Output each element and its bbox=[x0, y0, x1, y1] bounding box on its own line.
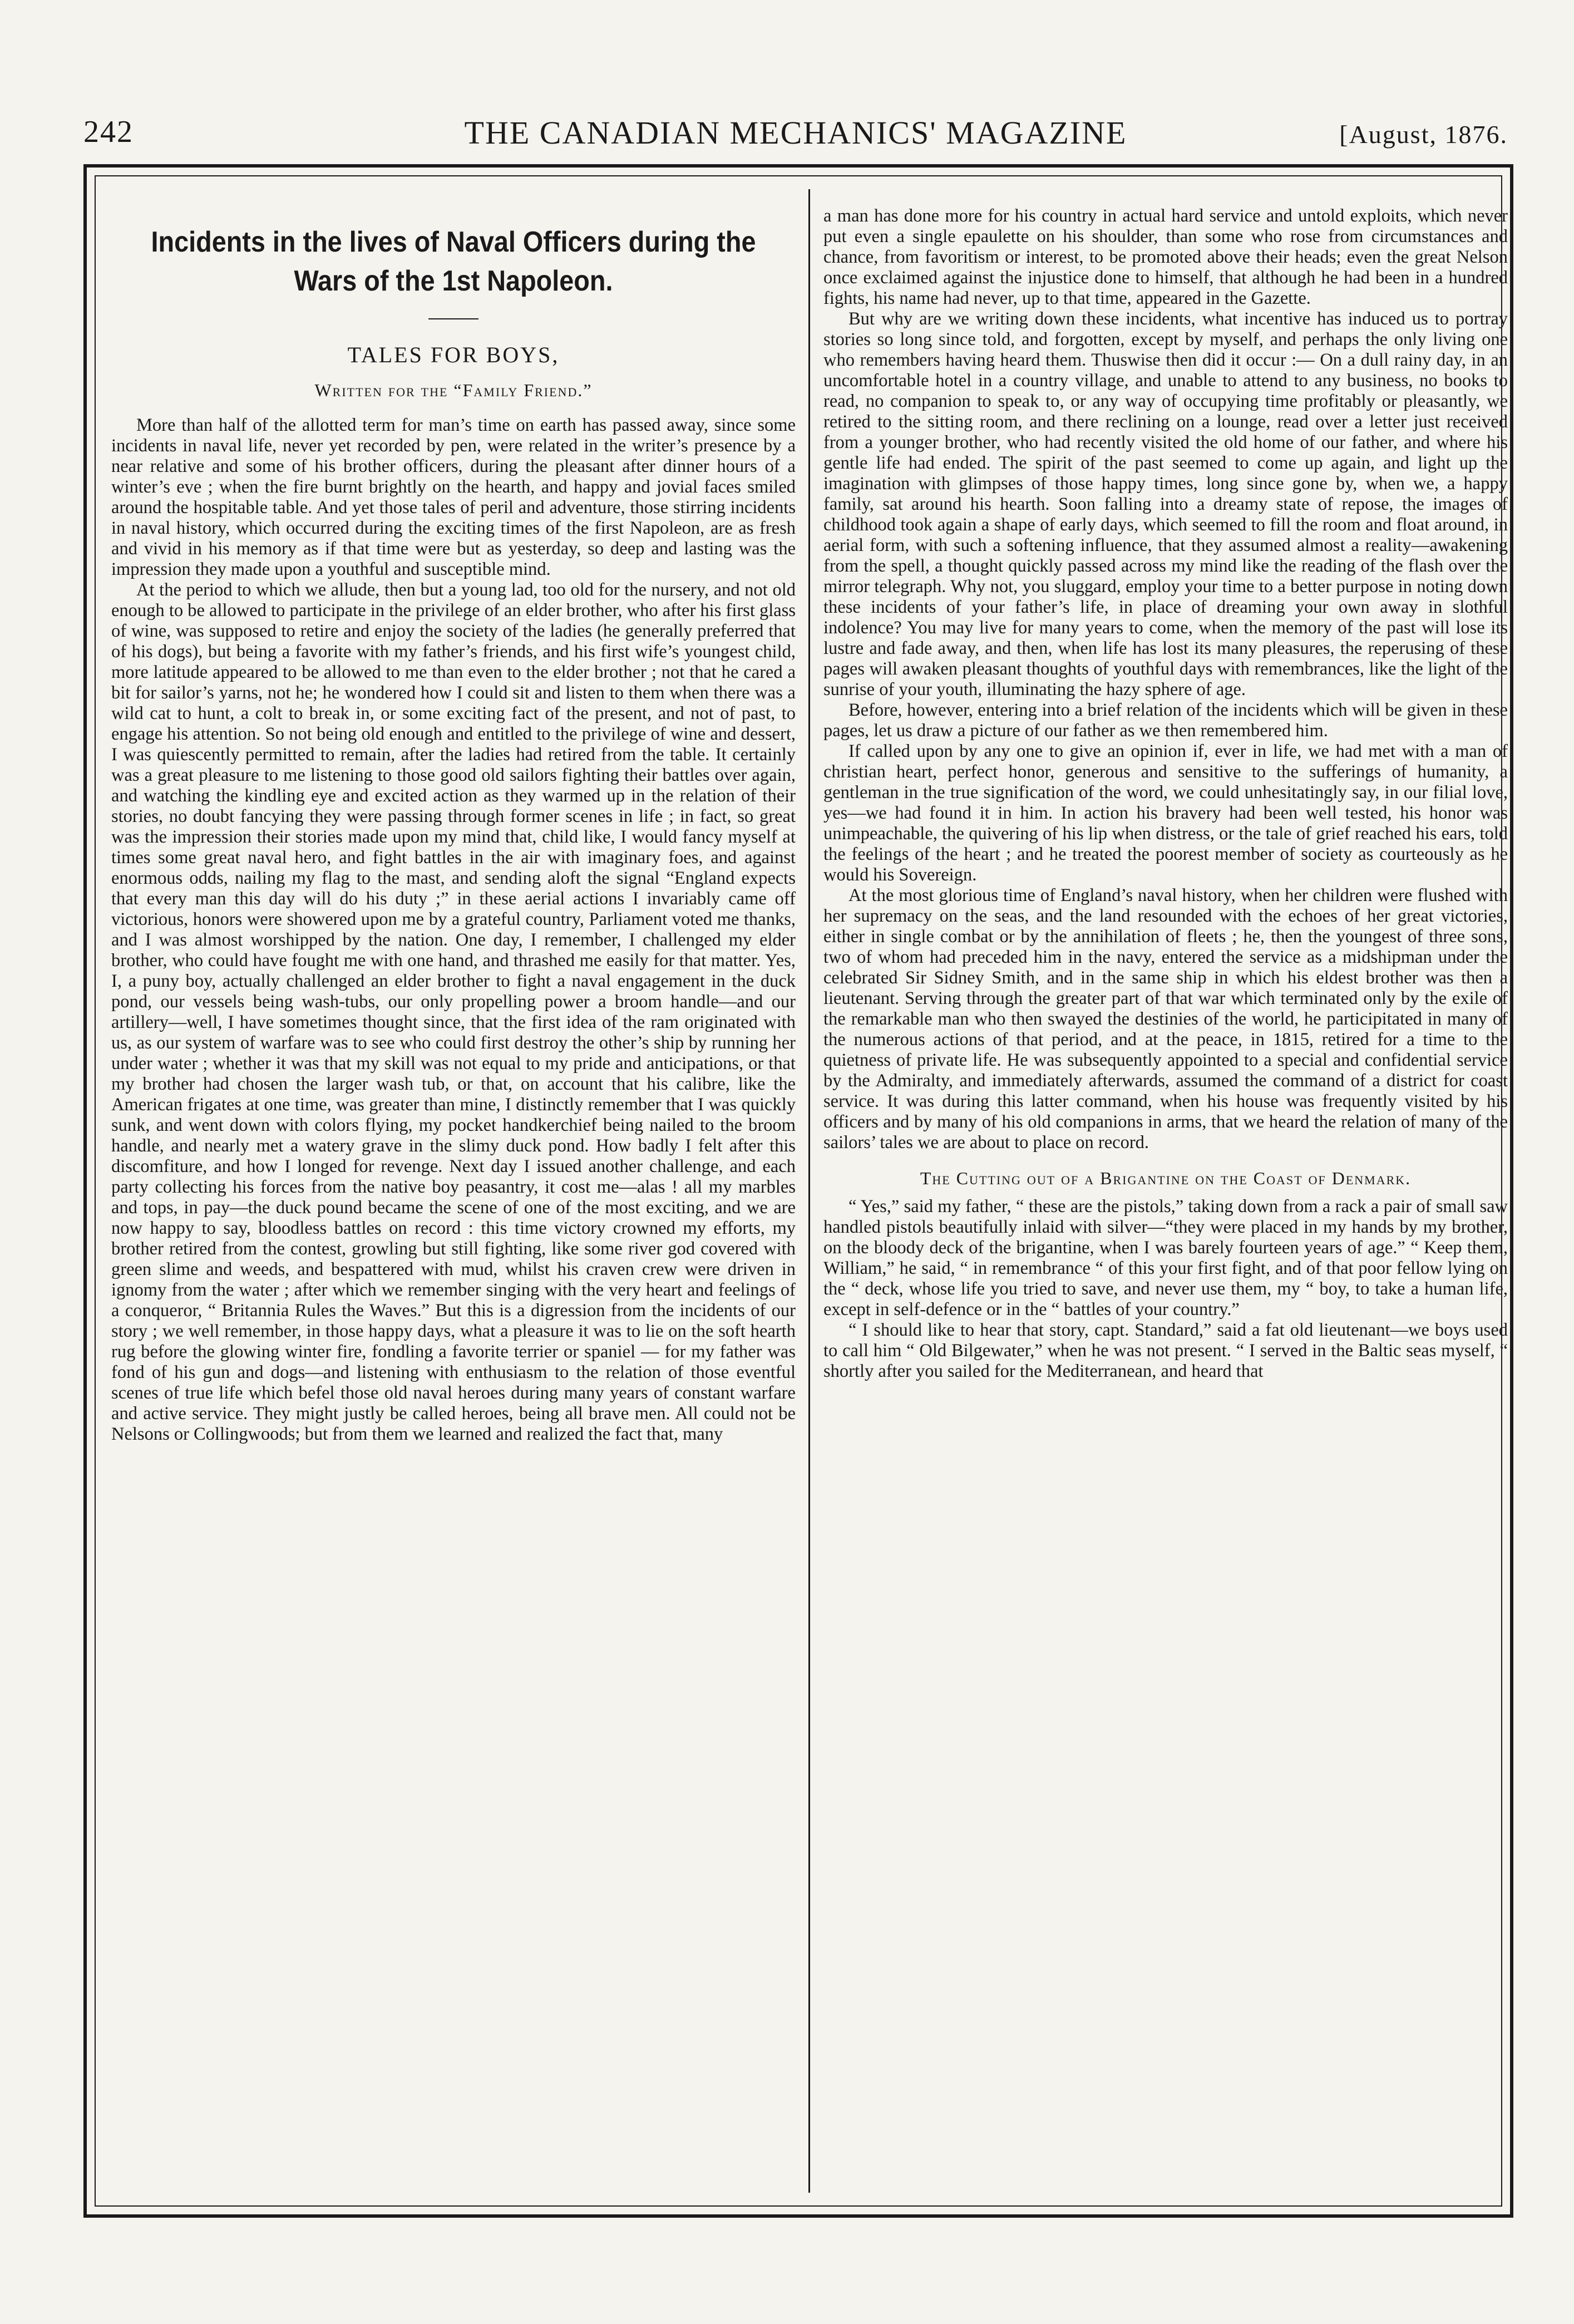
running-header bbox=[83, 114, 1508, 153]
paragraph: Before, however, entering into a brief relation of the incidents which will be given in these pages, let us draw a picture of our father as we then remembered him. bbox=[823, 700, 1508, 741]
paragraph: At the most glorious time of England’s naval history, when her children were flushed with her supremacy on the seas, and the land resounded with the echoes of her great victories, either in single combat or by the annihilation of fleets ; he, then the youngest of three sons, two of whom had preceded him in the navy, entered the service as a midshipman under the celebrated Sir Sidney Smith, and in the same ship in which his eldest brother was then a lieutenant. Serving through the greater part of that war which terminated only by the exile of the remarkable man who then swayed the destinies of the world, he participitated in many of the numerous actions of that period, and at the peace, in 1815, retired for a time to the quietness of private life. He was subsequently appointed to a special and confidential service by the Admiralty, and immediately afterwards, assumed the command of a district for coast service. It was during this latter command, when his house was frequently visited by his officers and by many of his old companions in arms, that we heard the relation of many of the sailors’ tales we are about to place on record. bbox=[823, 885, 1508, 1153]
paragraph: At the period to which we allude, then but a young lad, too old for the nursery, and not old enough to be allowed to participate in the privilege of an elder brother, who after his first glass of wine, was supposed to retire and enjoy the society of the ladies (he generally preferred that of his dogs), but being a favorite with my father’s friends, and his first wife’s youngest child, more latitude appeared to be allowed to me than even to the elder brother ; not that he cared a bit for sailor’s yarns, not he; he wondered how I could sit and listen to them when there was a wild cat to hunt, a colt to break in, or some exciting fact of the present, and not of past, to engage his attention. So not being old enough and entitled to the privilege of wine and dessert, I was quiescently permitted to remain, after the ladies had retired from the table. It certainly was a great pleasure to me listening to those good old sailors fighting their battles over again, and watching the kindling eye and excited action as they warmed up in the relation of their stories, no doubt fancying they were passing through former scenes in life ; in fact, so great was the impression their stories made upon my mind that, child like, I would fancy myself at times some great naval hero, and fight battles in the air with imaginary foes, and against enormous odds, nailing my flag to the mast, and sending aloft the signal “England expects that every man this day will do his duty ;” in these aerial actions I invariably came off victorious, honors were showered upon me by a grateful country, Parliament voted me thanks, and I was almost worshipped by the nation. One day, I remember, I challenged my elder brother, who could have fought me with one hand, and thrashed me easily for that matter. Yes, I, a puny boy, actually challenged an elder brother to fight a naval engagement in the duck pond, our vessels being wash-tubs, our only propelling power a broom handle—and our artillery—well, I have sometimes thought since, that the first idea of the ram originated with us, as our system of warfare was to see who could first destroy the other’s ship by running her under water ; whether it was that my skill was not equal to my pride and anticipations, or that my brother had chosen the larger wash tub, or that, on account that his calibre, like the American frigates at one time, was greater than mine, I distinctly remember that I was quickly sunk, and went down with colors flying, my pocket handkerchief being nailed to the broom handle, and nearly met a watery grave in the slimy duck pond. How badly I felt after this discomfiture, and how I longed for revenge. Next day I issued another challenge, and each party collecting his forces from the native boy peasantry, it cost me—alas ! all my marbles and tops, in pay—the duck pound became the scene of one of the most exciting, and we are now happy to say, bloodless battles on record : this time victory crowned my efforts, my brother retired from the contest, growling but still fighting, like some river god covered with green slime and weeds, and bespattered with mud, whilst his craven crew were driven in ignomy from the water ; after which we remember singing with the very heart and feelings of a conqueror, “ Britannia Rules the Waves.” But this is a digression from the incidents of our story ; we well remember, in those happy days, what a pleasure it was to lie on the soft hearth rug before the glowing winter fire, fondling a favorite terrier or spaniel — for my father was fond of his gun and dogs—and listening with enthusiasm to the relation of those eventful scenes of true life which befel those old naval heroes during many years of constant warfare and active service. They might justly be called heroes, being all brave men. All could not be Nelsons or Collingwoods; but from them we learned and realized the fact that, many bbox=[111, 580, 796, 1444]
magazine-title: THE CANADIAN MECHANICS' MAGAZINE bbox=[464, 115, 1127, 151]
paragraph: “ Yes,” said my father, “ these are the pistols,” taking down from a rack a pair of small saw handled pistols beautifully inlaid with silver—“they were placed in my hands by my brother, on the bloody deck of the brigantine, when I was barely fourteen years of age.” “ Keep them, William,” he said, “ in remembrance “ of this your first fight, and of that poor fellow lying on the “ deck, whose life you tried to save, and never use them, my “ boy, to take a human life, except in self-defence or in the “ battles of your country.” bbox=[823, 1197, 1508, 1319]
page-number: 242 bbox=[83, 115, 134, 149]
section-heading: The Cutting out of a Brigantine on the Coast of Denmark. bbox=[920, 1168, 1412, 1188]
article-title: Incidents in the lives of Naval Officers during the Wars of the 1st Napoleon. bbox=[151, 226, 756, 297]
article-byline: Written for the “Family Friend.” bbox=[314, 380, 593, 400]
paragraph: If called upon by any one to give an opinion if, ever in life, we had met with a man of christian heart, perfect honor, generous and sensitive to the sufferings of humanity, a gentleman in the true signification of the word, we could unhesitatingly say, in our filial love, yes—we had found it in him. In action his bravery had been well tested, his honor was unimpeachable, the quivering of his lip when distress, or the tale of grief reached his ears, told the feelings of the heart ; and he treated the poorest member of society as courteously as he would his Sovereign. bbox=[823, 741, 1508, 885]
right-column bbox=[823, 206, 1508, 2198]
left-column bbox=[111, 206, 796, 2198]
article-subtitle: TALES FOR BOYS, bbox=[347, 342, 560, 367]
paragraph: More than half of the allotted term for man’s time on earth has passed away, since some incidents in naval life, never yet recorded by pen, were related in the writer’s presence by a near relative and some of his brother officers, during the pleasant after dinner hours of a winter’s eve ; when the fire burnt brightly on the hearth, and happy and jovial faces smiled around the hospitable table. And yet those tales of peril and adventure, those stirring incidents in naval history, which occurred during the exciting times of the first Napoleon, are as fresh and vivid in his memory as if that time were but as yesterday, so deep and lasting was the impression they made upon a youthful and susceptible mind. bbox=[111, 415, 796, 579]
issue-date: [August, 1876. bbox=[1339, 120, 1508, 149]
title-rule bbox=[428, 318, 478, 319]
paragraph: a man has done more for his country in actual hard service and untold exploits, which never put even a single epaulette on his shoulder, than some who rose from circumstances and chance, from favoritism or interest, to be promoted above their heads; even the great Nelson once exclaimed against the injustice done to himself, that although he had been in a hundred fights, his name had never, up to that time, appeared in the Gazette. bbox=[823, 206, 1508, 308]
column-divider bbox=[808, 189, 810, 2193]
paragraph: But why are we writing down these incidents, what incentive has induced us to portray stories so long since told, and forgotten, except by myself, and perhaps the only living one who remembers having heard them. Thuswise then did it occur :— On a dull rainy day, in an uncomfortable hotel in a country village, and unable to attend to any business, no books to read, no companion to speak to, or any way of occupying time profitably or pleasantly, we retired to the sitting room, and there reclining on a lounge, read over a letter just received from a younger brother, who had recently visited the old home of our father, and where his gentle life had ended. The spirit of the past seemed to come up again, and light up the imagination with glimpses of those happy times, long since gone by, when we, a happy family, sat around his hearth. Soon falling into a dreamy state of repose, the images of childhood took again a shape of early days, which seemed to fill the room and float around, in aerial form, with such a softening influence, that they assumed almost a reality—awakening from the spell, a thought quickly passed across my mind like the reading of the flash over the mirror telegraph. Why not, you sluggard, employ your time to a better purpose in noting down these incidents of your father’s life, in place of dreaming your own away in slothful indolence? You may live for many years to come, when the memory of the past will lose its lustre and fade away, and then, when life has lost its many pleasures, the reperusing of these pages will awaken pleasant thoughts of youthful days with remembrances, like the light of the sunrise of your youth, illuminating the hazy sphere of age. bbox=[823, 309, 1508, 700]
paragraph: “ I should like to hear that story, capt. Standard,” said a fat old lieutenant—we boys used to call him “ Old Bilgewater,” when he was not present. “ I served in the Baltic seas myself, “ shortly after you sailed for the Mediterranean, and heard that bbox=[823, 1320, 1508, 1381]
